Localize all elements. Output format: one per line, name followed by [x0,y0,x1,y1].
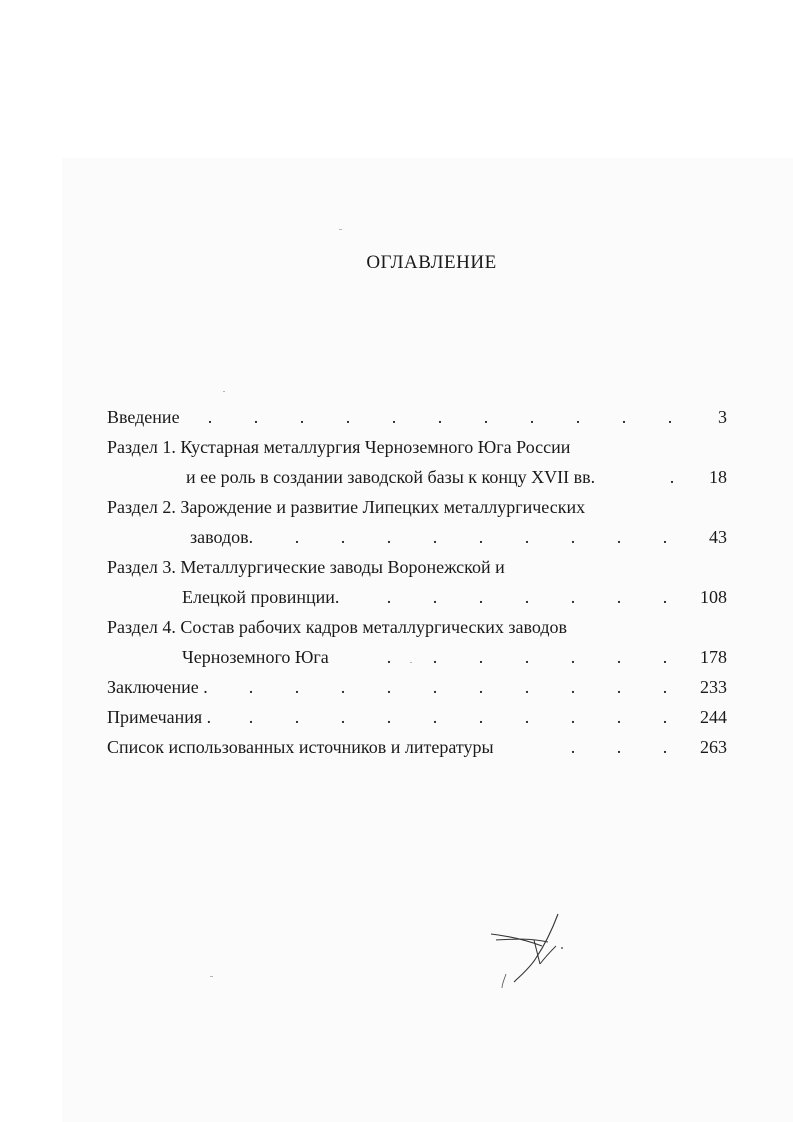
toc-entry-section-1 [107,432,727,462]
toc-entry-title: Раздел 1. Кустарная металлургия Черноземного Юга России [107,437,571,457]
toc-leader-dots: . . . [570,737,668,757]
toc-leader-dots: . . . . . . . . . . [248,707,668,727]
toc-entry-section-4-continued [107,642,727,672]
toc-entry-title-continued: заводов. [190,527,254,547]
toc-entry-notes [107,702,727,732]
scan-speck [410,662,412,663]
toc-entry-title: Заключение . [107,677,208,697]
table-of-contents [107,402,727,762]
toc-entry-page: 18 [709,467,727,487]
toc-leader-dots: . [669,467,675,487]
toc-entry-section-2-continued [107,522,727,552]
toc-entry-title-continued: и ее роль в создании заводской базы к концу XVII вв. [186,467,596,487]
toc-entry-title: Примечания . [107,707,212,727]
toc-entry-title: Раздел 4. Состав рабочих кадров металлургических заводов [107,617,567,637]
toc-entry-section-4 [107,612,727,642]
toc-leader-dots: . . . . . . . [386,587,668,607]
toc-entry-title: Раздел 2. Зарождение и развитие Липецких металлургических [107,497,586,517]
toc-leader-dots: . . . . . . . . . . . [207,407,673,427]
toc-entry-page: 178 [700,647,727,667]
toc-entry-page: 244 [700,707,727,727]
scan-speck [339,229,342,230]
toc-entry-bibliography [107,732,727,762]
toc-entry-page: 263 [700,737,727,757]
toc-leader-dots: . . . . . . . . . . [248,677,668,697]
toc-entry-page: 233 [700,677,727,697]
toc-entry-title-continued: Черноземного Юга [182,647,329,667]
signature-icon [486,912,576,992]
toc-leader-dots: . . . . . . . [386,647,668,667]
toc-entry-title: Раздел 3. Металлургические заводы Воронежской и [107,557,505,577]
toc-entry-section-1-continued [107,462,727,492]
scan-speck [210,976,213,977]
toc-entry-section-3 [107,552,727,582]
toc-entry-title: Введение [107,407,180,427]
toc-entry-conclusion [107,672,727,702]
toc-entry-introduction [107,402,727,432]
scan-speck [223,391,225,392]
toc-entry-section-2 [107,492,727,522]
toc-entry-title: Список использованных источников и литературы [107,737,494,757]
toc-entry-section-3-continued [107,582,727,612]
toc-entry-page: 3 [718,407,727,427]
toc-leader-dots: . . . . . . . . . [294,527,668,547]
toc-entry-page: 108 [700,587,727,607]
toc-entry-page: 43 [709,527,727,547]
toc-entry-title-continued: Елецкой провинции. [182,587,340,607]
page-title: ОГЛАВЛЕНИЕ [366,252,497,273]
